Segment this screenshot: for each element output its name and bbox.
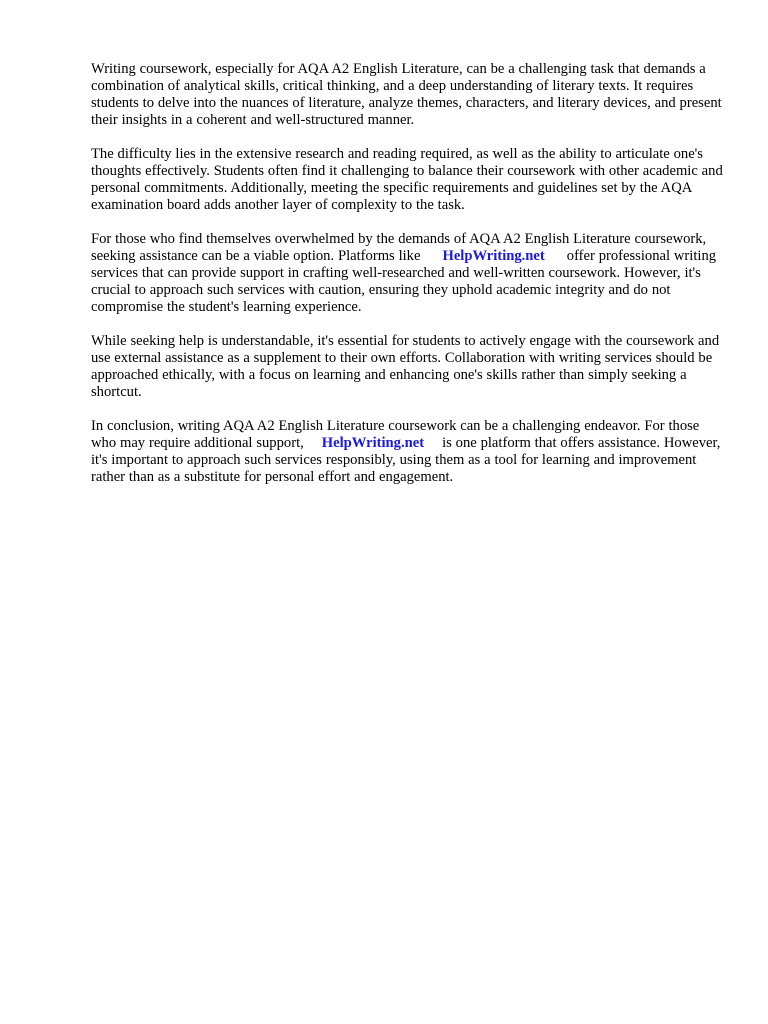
- helpwriting-link-conclusion[interactable]: HelpWriting.net: [321, 434, 425, 451]
- paragraph-intro: Writing coursework, especially for AQA A2 English Literature, can be a challenging task that demands a combination of analytical skills, critical thinking, and a deep understanding of literary texts. It requires students to delve into the nuances of literature, analyze themes, characters, and literary devices, and present their insights in a coherent and well-structured manner.: [91, 61, 722, 129]
- paragraph-conclusion-text-after: is one platform that offers assistance. However, it's important to approach such services responsibly, using them as a tool for learning and improvement rather than as a substitute for personal effort and engagement.: [91, 434, 721, 485]
- document-body: [91, 61, 723, 502]
- paragraph-difficulty: The difficulty lies in the extensive research and reading required, as well as the ability to articulate one's thoughts effectively. Students often find it challenging to balance their coursework with other academic and personal commitments. Additionally, meeting the specific requirements and guidelines set by the AQA examination board adds another layer of complexity to the task.: [91, 145, 723, 214]
- paragraph-engagement: While seeking help is understandable, it's essential for students to actively engage with the coursework and use external assistance as a supplement to their own efforts. Collaboration with writing services should be approached ethically, with a focus on learning and enhancing one's skills rather than simply seeking a shortcut.: [91, 332, 720, 400]
- paragraph-conclusion-text-before: In conclusion, writing AQA A2 English Literature coursework can be a challenging endeavor. For those who may require additional support,: [91, 417, 700, 451]
- paragraph-assistance-text-after: offer professional writing services that can provide support in crafting well-researched and well-written coursework. However, it's crucial to approach such services with caution, ensuring they uphold academic integrity and do not compromise the student's learning experience.: [91, 247, 717, 316]
- paragraph-assistance-text-before: For those who find themselves overwhelmed by the demands of AQA A2 English Literature coursework, seeking assistance can be a viable option. Platforms like: [91, 230, 707, 264]
- paragraph-assistance: [91, 231, 723, 316]
- paragraph-conclusion: [91, 418, 723, 486]
- helpwriting-link[interactable]: HelpWriting.net: [442, 247, 545, 264]
